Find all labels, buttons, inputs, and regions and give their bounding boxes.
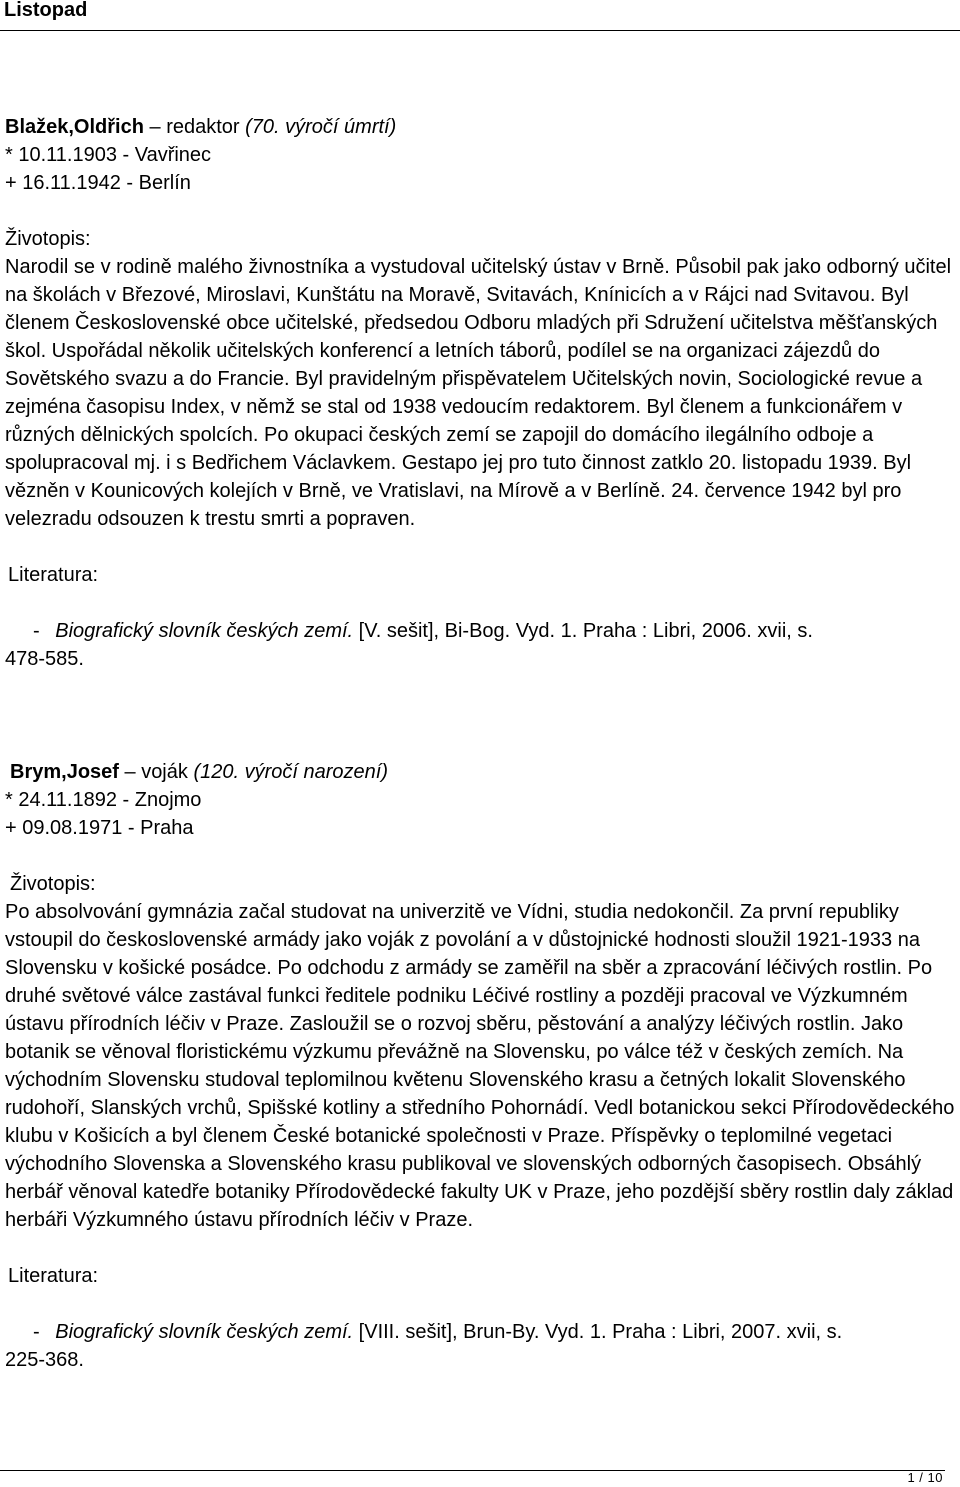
citation-pages: 478-585. (5, 648, 84, 670)
bio-text: Narodil se v rodině malého živnostníka a vystudoval učitelský ústav v Brně. Působil pak jako odborný učitel na školách v Březové, Miroslavi, Kunštátu na Moravě, Svitavách, Knínicích a v Rájci nad Svitavou. Byl členem Československé obce učitelské, předsedou Odboru mladých při Sdružení učitelstva měšťanských škol. Uspořádal několik učitelských konferencí a letních táborů, podílel se na organizaci zájezdů do Sovětského svazu a do Francie. Byl pravidelným přispěvatelem Učitelských novin, Sociologické revue a zejména časopisu Index, v němž se stal od 1938 vedoucím redaktorem. Byl členem a funkcionářem v různých dělnických spolcích. Po okupaci českých zemí se zapojil do domácího ilegálního odboje a spolupracoval mj. i s Bedřichem Václavkem. Gestapo jej pro tuto činnost zatklo 20. listopadu 1939. Byl vězněn v Kounicových kolejích v Brně, ve Vratislavi, na Mírově a v Berlíně. 24. července 1942 byl pro velezradu odsouzen k trestu smrti a popraven. (5, 256, 952, 530)
citation-dash: - (33, 620, 40, 642)
bio-text: Po absolvování gymnázia začal studovat na univerzitě ve Vídni, studia nedokončil. Za první republiky vstoupil do československé armády jako voják z povolání a v důstojnické hodnosti sloužil 1921-1933 na Slovensku v košické posádce. Po odchodu z armády se zaměřil na sběr a zpracování léčivých rostlin. Po druhé světové válce zastával funkci ředitele podniku Léčivé rostliny a později pracoval ve Výzkumném ústavu přírodních léčiv v Praze. Zasloužil se o rozvoj sběru, pěstování a analýzy léčivých rostlin. Jako botanik se věnoval floristickému výzkumu převážně na Slovensku, po válce též v českých zemích. Na východním Slovensku studoval teplomilnou květenu Slovenského krasu a četných lokalit Slovenského rudohoří, Slanských vrchů, Spišské kotliny a středního Pohornádí. Vedl botanickou sekci Přírodovědeckého klubu v Košicích a byl členem České botanické společnosti v Praze. Příspěvky o teplomilné vegetaci východního Slovenska a Slovenského krasu publikoval ve slovenských odborných časopisech. Obsáhlý herbář věnoval katedře botaniky Přírodovědecké fakulty UK v Praze, jeho pozdější sběry rostlin daly základ herbáři Výzkumného ústavu přírodních léčiv v Praze. (5, 901, 955, 1231)
death-line: + 09.08.1971 - Praha (5, 817, 194, 839)
anniversary-note: (120. výročí narození) (193, 761, 388, 783)
heading-dash: – (124, 761, 136, 783)
citation-title: Biografický slovník českých zemí. (55, 1321, 354, 1343)
person-role: redaktor (166, 116, 240, 138)
citation-dash: - (33, 1321, 40, 1343)
birth-line: * 24.11.1892 - Znojmo (5, 789, 202, 811)
header-divider (0, 30, 960, 31)
person-name: Brym,Josef (10, 761, 119, 783)
anniversary-note: (70. výročí úmrtí) (245, 116, 397, 138)
entry-brym (5, 758, 955, 1374)
person-name: Blažek,Oldřich (5, 116, 144, 138)
literature-heading: Literatura: (8, 1265, 99, 1287)
entry-blazek (5, 113, 955, 673)
literature-citation (5, 617, 955, 645)
birth-line: * 10.11.1903 - Vavřinec (5, 144, 212, 166)
footer-divider (0, 1470, 945, 1471)
entry-heading (5, 758, 955, 786)
citation-details: [V. sešit], Bi-Bog. Vyd. 1. Praha : Libri, 2006. xvii, s. (353, 620, 813, 642)
death-line: + 16.11.1942 - Berlín (5, 172, 191, 194)
page-title: Listopad (4, 0, 88, 21)
citation-pages: 225-368. (5, 1349, 84, 1371)
page-number: 1 / 10 (907, 1470, 943, 1485)
literature-citation (5, 1318, 955, 1346)
entry-heading (5, 113, 955, 141)
citation-details: [VIII. sešit], Brun-By. Vyd. 1. Praha : Libri, 2007. xvii, s. (353, 1321, 843, 1343)
bio-heading: Životopis: (10, 873, 96, 895)
person-role: voják (141, 761, 188, 783)
citation-title: Biografický slovník českých zemí. (55, 620, 354, 642)
bio-heading: Životopis: (5, 228, 91, 250)
heading-dash: – (149, 116, 161, 138)
literature-heading: Literatura: (8, 564, 99, 586)
